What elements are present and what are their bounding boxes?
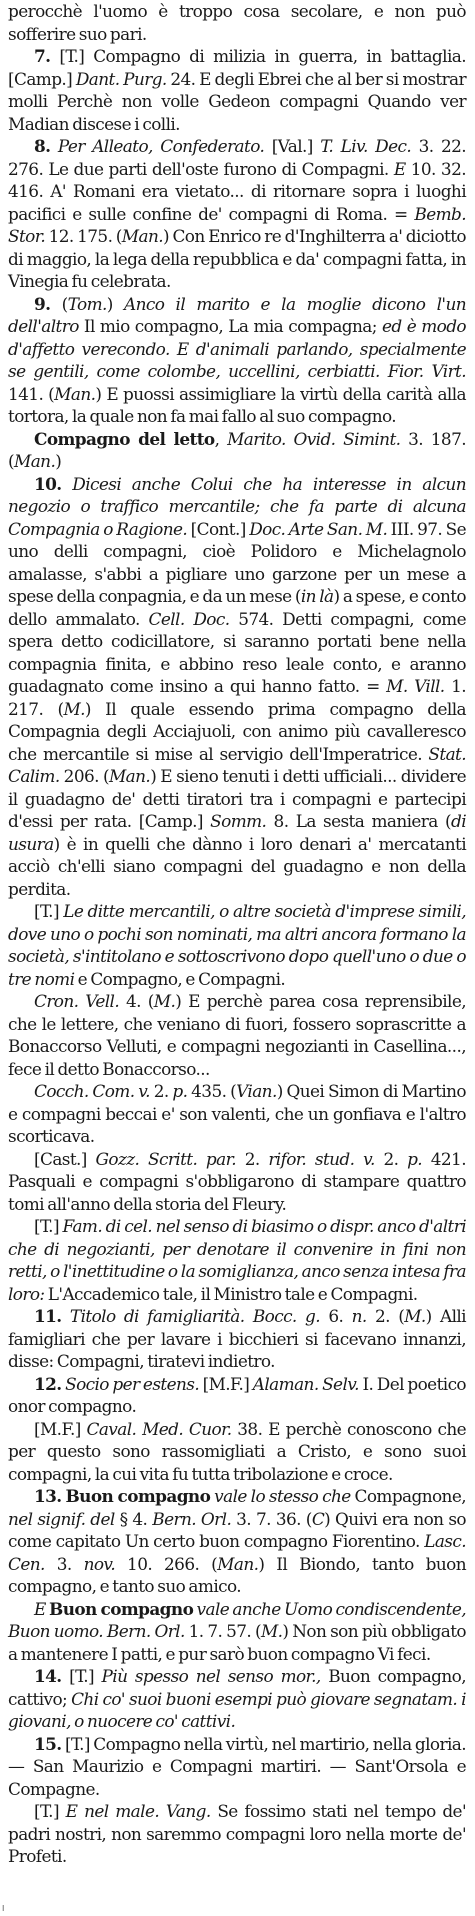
text-run: I. Del poetico onor compagno.	[8, 1373, 466, 1416]
bold-text-run: 7.	[34, 46, 51, 66]
text-run: )	[55, 451, 62, 471]
text-run: [T.] Compagno di milizia in guerra, in battaglia. [Camp.]	[8, 46, 466, 89]
italic-text-run: E	[34, 1598, 50, 1619]
text-run: ) Quei Simon di Martino e compagni beccai e' son valenti, che un gonfiava e l'altro scorticava.	[8, 1081, 466, 1146]
italic-text-run: Man.	[14, 451, 56, 471]
page-footer	[0, 1900, 475, 1916]
italic-text-run: Man.	[54, 383, 96, 404]
text-run: perocchè l'uomo è troppo cosa secolare, e non può sofferire suo pari.	[8, 1, 466, 44]
text-run: 206. (	[59, 766, 109, 786]
text-run: [T.]	[34, 1801, 66, 1821]
text-run: [M.F.]	[199, 1373, 253, 1394]
italic-text-run: Doc. Arte San. M.	[249, 518, 388, 539]
bold-text-run: 14.	[34, 1666, 62, 1686]
italic-text-run: Man.	[217, 1553, 259, 1574]
text-run: 1. 217. (	[8, 676, 467, 719]
dictionary-entry-paragraph	[8, 1148, 466, 1216]
italic-text-run: Cron. Vell.	[34, 991, 120, 1011]
text-run: Il mio compagno, La mia compagna;	[78, 316, 382, 336]
italic-text-run: Caval. Med. Cuor.	[86, 1418, 232, 1439]
italic-text-run: Alaman. Selv.	[252, 1373, 359, 1394]
text-run: 435. (	[187, 1081, 237, 1101]
text-run: ) è in quelli che dànno i loro denari a' mercatanti acciò ch'elli siano compagni del guadagno e non della perdita.	[8, 833, 466, 899]
dictionary-entry-paragraph	[8, 1215, 466, 1305]
text-run	[50, 136, 57, 156]
italic-text-run: nov.	[83, 1553, 116, 1574]
italic-text-run: Fam. di cel. nel senso di biasimo o dispr. anco d'altri che di negozianti, per denotare il convenire in fini non retti, o l'inettitudine o la somiglianza, anco senza intesa fra loro:	[8, 1216, 467, 1304]
dictionary-entry-paragraph	[8, 1305, 466, 1373]
italic-text-run: M.	[260, 1621, 283, 1641]
italic-text-run: Marito. Ovid. Simint.	[227, 428, 401, 449]
dictionary-page	[8, 0, 466, 1868]
italic-text-run: M. Vill.	[386, 676, 445, 696]
text-run: [M.F.]	[34, 1418, 87, 1439]
dictionary-entry-paragraph	[8, 1080, 466, 1148]
text-run: 1. 7. 57. (	[184, 1621, 261, 1641]
italic-text-run: Bern. Orl.	[152, 1508, 232, 1529]
bold-text-run: 8.	[34, 136, 51, 156]
bold-text-run: 13.	[34, 1486, 62, 1506]
italic-text-run: Man.	[121, 226, 164, 246]
text-run: 574. Detti compagni, come spera detto codicillatore, si saranno portati bene nella compagnia finita, e abbino reso leale conto, e aranno guadagnato come insino a qui hanno fatto. =	[8, 608, 466, 696]
italic-text-run: C	[311, 1508, 325, 1529]
text-run: ) a spese, e conto dello ammalato.	[8, 586, 466, 629]
dictionary-entry-paragraph	[8, 1418, 466, 1486]
text-run: [T.]	[61, 1666, 102, 1686]
italic-text-run: E nel male. Vang.	[65, 1801, 211, 1821]
bold-text-run: 15.	[34, 1733, 62, 1754]
text-run: III. 97. Se uno delli compagni, cioè Polidoro e Michelagnolo amalasse, s'abbi a pigliare uno garzone per un mese a spese della conpagnia, e da un mese (	[8, 518, 466, 606]
text-run: 2. (	[366, 1306, 405, 1326]
text-run: ) Il Biondo, tanto buon compagno, e tanto suo amico.	[8, 1553, 466, 1596]
dictionary-entry-paragraph	[8, 1373, 466, 1418]
dictionary-entry-paragraph	[8, 990, 466, 1080]
dictionary-entry-paragraph	[8, 428, 466, 473]
italic-text-run: Anco il marito e la moglie dicono l'un dell'altro	[8, 293, 467, 336]
text-run: 24. E degli Ebrei che al ber si mostrar molli Perchè non volle Gedeon compagni Quando ver Madian discese i colli.	[8, 68, 467, 134]
text-run: [Val.]	[264, 136, 321, 156]
italic-text-run: Cell. Doc.	[148, 608, 230, 629]
italic-text-run: M.	[63, 698, 85, 719]
text-run: ) E sieno tenuti i detti ufficiali... dividere il guadagno de' detti tiratori tra i compagni e partecipi d'essi per rata. [Camp.]	[8, 766, 466, 831]
text-run: Buon compagno, cattivo;	[8, 1666, 466, 1709]
bold-text-run: 11.	[34, 1306, 62, 1326]
text-run: ) Non son più obbligato a mantenere I patti, e pur sarò buon compagno Vi feci.	[8, 1621, 466, 1664]
italic-text-run: Bemb. Stor.	[8, 203, 466, 246]
bold-text-run: Buon compagno	[49, 1598, 194, 1619]
text-run: § 4.	[114, 1508, 153, 1529]
text-run: (	[50, 293, 68, 314]
italic-text-run: Le ditte mercantili, o altre società d'imprese simili, dove uno o pochi son nominati, ma altri ancora formano la società, s'intitolano e sottoscrivono dopo quell'uno o due o tre nomi	[8, 901, 466, 989]
text-run: 2.	[236, 1148, 269, 1169]
dictionary-entry-paragraph	[8, 45, 466, 135]
italic-text-run: nel signif. del	[8, 1508, 115, 1529]
text-run: 3. 22. 276. Le due parti dell'oste furono di Compagni.	[8, 136, 466, 179]
bold-text-run: 10.	[34, 473, 62, 494]
text-run: 3. 7. 36. (	[231, 1508, 312, 1529]
dictionary-entry-paragraph	[8, 1665, 466, 1733]
text-run: Compagnone,	[350, 1486, 467, 1506]
italic-text-run: Somm.	[210, 811, 267, 831]
text-run: ) Con Enrico re d'Inghilterra a' diciotto di maggio, la lega della repubblica e da' compagni fatta, in Vinegia fu celebrata.	[8, 226, 466, 291]
dictionary-entry-paragraph	[8, 1800, 466, 1868]
text-run: [Cont.]	[187, 518, 250, 539]
text-run	[62, 474, 73, 494]
text-run: 38. E perchè conoscono che per questo sono rassomigliati a Cristo, e sono suoi compagni, la cui vita fu tutta tribolazione e croce.	[8, 1418, 466, 1484]
italic-text-run: M.	[153, 991, 176, 1011]
text-run: Se fossimo stati nel tempo de' padri nostri, non saremmo compagni loro nella morte de' Profeti.	[8, 1801, 466, 1866]
text-run: [T.] Compagno nella virtù, nel martirio, nella gloria. — San Maurizio e Compagni martiri. — Sant'Orsola e Compagne.	[8, 1733, 466, 1799]
italic-text-run: Dant. Purg.	[75, 68, 167, 89]
text-run: 3.	[44, 1553, 84, 1574]
bold-text-run: Buon compagno	[65, 1486, 211, 1506]
text-run: [Cast.]	[34, 1148, 96, 1169]
italic-text-run: Stat. Calim.	[8, 743, 466, 786]
text-run: 10. 32. 416. A' Romani era vietato... di ritornare sopra i luoghi pacifici e sulle confine de' compagni di Roma. =	[8, 158, 466, 224]
italic-text-run: Socio per estens.	[65, 1373, 200, 1394]
italic-text-run: vale anche Uomo condiscendente, Buon uomo. Bern. Orl.	[8, 1598, 467, 1641]
text-run: 6.	[320, 1306, 352, 1326]
italic-text-run: p.	[172, 1081, 188, 1101]
dictionary-entry-paragraph	[8, 1598, 466, 1666]
italic-text-run: Più spesso nel senso mor.,	[101, 1666, 321, 1686]
bold-text-run: 9.	[34, 293, 51, 314]
italic-text-run: vale lo stesso che	[214, 1486, 351, 1506]
text-run: [T.]	[34, 1216, 63, 1236]
text-run: ) E puossi assimigliare la virtù della carità alla tortora, la quale non fa mai fallo al suo compagno.	[8, 383, 466, 426]
italic-text-run: p.	[407, 1148, 423, 1169]
text-run: L'Accademico tale, il Ministro tale e Compagni.	[44, 1283, 418, 1304]
italic-text-run: Chi co' suoi buoni esempi può giovare segnatam. i giovani, o nuocere co' cattivi.	[8, 1688, 466, 1731]
italic-text-run: n.	[351, 1306, 367, 1326]
text-run: 141. (	[8, 383, 55, 404]
italic-text-run: Vian.	[236, 1081, 277, 1101]
bold-text-run: 12.	[34, 1373, 62, 1394]
text-run: ) Quivi era non so come capitato Un certo buon compagno Fiorentino.	[8, 1508, 467, 1551]
text-run: 2.	[149, 1081, 173, 1101]
dictionary-entry-paragraph	[8, 135, 466, 293]
text-run: 2.	[374, 1148, 408, 1169]
text-run: 12. 175. (	[45, 226, 122, 246]
text-run: 10. 266. (	[115, 1553, 218, 1574]
text-run: 421. Pasquali e compagni s'obbligarono di stampare quattro tomi all'anno della storia del Fleury.	[8, 1148, 466, 1214]
italic-text-run: Cocch. Com. v.	[34, 1081, 150, 1101]
text-run: 3. 187. (	[8, 428, 466, 471]
bold-text-run: Compagno del letto	[34, 428, 215, 449]
italic-text-run: di usura	[8, 811, 466, 854]
italic-text-run: Gozz. Scritt. par.	[95, 1148, 237, 1169]
dictionary-entry-paragraph	[8, 1733, 466, 1801]
italic-text-run: Per Alleato, Confederato.	[57, 136, 265, 156]
italic-text-run: ed è modo d'affetto verecondo. E d'animali parlando, specialmente se gentili, come colombe, uccellini, cerbiatti. Fior. Virt.	[8, 316, 466, 381]
italic-text-run: M.	[404, 1306, 426, 1326]
italic-text-run: Titolo di famigliarità. Bocc. g.	[69, 1306, 321, 1326]
italic-text-run: E	[393, 158, 406, 179]
text-run	[62, 1306, 70, 1326]
text-run: ) E perchè parea cosa reprensibile, che le lettere, che veniano di fuori, fossero soprascritte a Bonaccorso Velluti, e compagni negozianti in Casellina..., fece il detto Bonaccorso...	[8, 991, 466, 1079]
text-run: [T.]	[34, 901, 64, 921]
italic-text-run: Tom.	[67, 293, 107, 314]
text-run: e Compagno, e Compagni.	[74, 968, 286, 989]
text-run: 4. (	[119, 991, 154, 1011]
dictionary-entry-paragraph	[8, 0, 466, 45]
dictionary-entry-paragraph	[8, 293, 466, 428]
footer-mark: I	[2, 1904, 5, 1913]
dictionary-entry-paragraph	[8, 473, 466, 901]
italic-text-run: Man.	[108, 766, 151, 786]
italic-text-run: rifor. stud. v.	[268, 1148, 375, 1169]
text-run: ) Alli famigliari che per lavare i bicchieri si facevano innanzi, disse: Compagni, tiratevi indietro.	[8, 1306, 466, 1371]
italic-text-run: in là	[300, 586, 334, 606]
dictionary-entry-paragraph	[8, 900, 466, 990]
text-run: )	[106, 293, 125, 314]
dictionary-entry-paragraph	[8, 1485, 466, 1598]
text-run: ) Il quale essendo prima compagno della Compagnia degli Acciajuoli, con animo più cavalleresco che mercantile si mise al servigio dell'Imperatrice.	[8, 698, 466, 764]
text-run: ,	[214, 428, 228, 449]
italic-text-run: T. Liv. Dec.	[320, 136, 412, 156]
italic-text-run: Lasc. Cen.	[8, 1531, 466, 1574]
italic-text-run: Dicesi anche Colui che ha interesse in alcun negozio o traffico mercantile; che fa parte di alcuna Compagnia o Ragione.	[8, 473, 466, 539]
text-run: 8. La sesta maniera (	[266, 811, 451, 831]
